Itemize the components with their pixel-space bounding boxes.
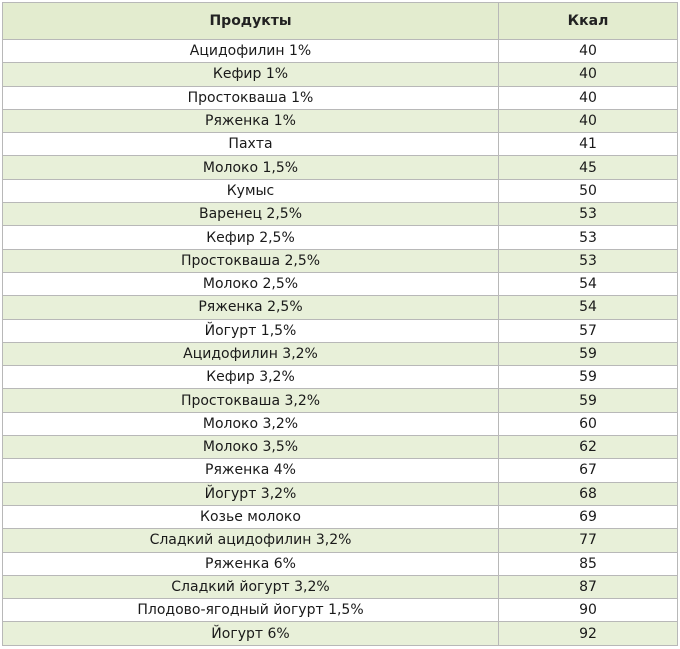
cell-kcal: 40 bbox=[499, 109, 678, 132]
table-row bbox=[3, 342, 678, 365]
cell-kcal: 87 bbox=[499, 575, 678, 598]
header-product: Продукты bbox=[3, 3, 499, 40]
table-row bbox=[3, 436, 678, 459]
table-row bbox=[3, 459, 678, 482]
cell-product: Йогурт 1,5% bbox=[3, 319, 499, 342]
table-row bbox=[3, 203, 678, 226]
table-row bbox=[3, 366, 678, 389]
cell-kcal: 40 bbox=[499, 86, 678, 109]
table-row bbox=[3, 179, 678, 202]
cell-kcal: 40 bbox=[499, 40, 678, 63]
cell-product: Простокваша 3,2% bbox=[3, 389, 499, 412]
cell-kcal: 77 bbox=[499, 529, 678, 552]
table-header-row bbox=[3, 3, 678, 40]
cell-kcal: 53 bbox=[499, 226, 678, 249]
table-row bbox=[3, 622, 678, 645]
cell-product: Простокваша 2,5% bbox=[3, 249, 499, 272]
cell-product: Ацидофилин 3,2% bbox=[3, 342, 499, 365]
cell-kcal: 62 bbox=[499, 436, 678, 459]
cell-product: Молоко 3,2% bbox=[3, 412, 499, 435]
header-kcal: Ккал bbox=[499, 3, 678, 40]
cell-kcal: 69 bbox=[499, 505, 678, 528]
cell-product: Простокваша 1% bbox=[3, 86, 499, 109]
cell-product: Кумыс bbox=[3, 179, 499, 202]
cell-product: Сладкий ацидофилин 3,2% bbox=[3, 529, 499, 552]
cell-product: Плодово-ягодный йогурт 1,5% bbox=[3, 599, 499, 622]
cell-kcal: 68 bbox=[499, 482, 678, 505]
cell-kcal: 53 bbox=[499, 203, 678, 226]
table-row bbox=[3, 389, 678, 412]
cell-kcal: 41 bbox=[499, 133, 678, 156]
cell-kcal: 54 bbox=[499, 272, 678, 295]
table-row bbox=[3, 529, 678, 552]
table-row bbox=[3, 249, 678, 272]
cell-product: Кефир 1% bbox=[3, 63, 499, 86]
cell-kcal: 67 bbox=[499, 459, 678, 482]
cell-kcal: 57 bbox=[499, 319, 678, 342]
table-row bbox=[3, 575, 678, 598]
cell-kcal: 59 bbox=[499, 342, 678, 365]
table-row bbox=[3, 412, 678, 435]
table-row bbox=[3, 319, 678, 342]
cell-kcal: 92 bbox=[499, 622, 678, 645]
cell-product: Молоко 1,5% bbox=[3, 156, 499, 179]
table-row bbox=[3, 40, 678, 63]
table-body bbox=[3, 40, 678, 646]
table-row bbox=[3, 552, 678, 575]
table-row bbox=[3, 599, 678, 622]
table-row bbox=[3, 86, 678, 109]
table-row bbox=[3, 482, 678, 505]
cell-kcal: 59 bbox=[499, 389, 678, 412]
table-row bbox=[3, 296, 678, 319]
cell-kcal: 60 bbox=[499, 412, 678, 435]
cell-product: Ряженка 4% bbox=[3, 459, 499, 482]
cell-product: Молоко 3,5% bbox=[3, 436, 499, 459]
cell-kcal: 90 bbox=[499, 599, 678, 622]
cell-product: Кефир 2,5% bbox=[3, 226, 499, 249]
table-row bbox=[3, 133, 678, 156]
cell-kcal: 54 bbox=[499, 296, 678, 319]
table-row bbox=[3, 505, 678, 528]
cell-kcal: 53 bbox=[499, 249, 678, 272]
table-row bbox=[3, 272, 678, 295]
cell-kcal: 85 bbox=[499, 552, 678, 575]
cell-kcal: 59 bbox=[499, 366, 678, 389]
table-row bbox=[3, 63, 678, 86]
cell-kcal: 50 bbox=[499, 179, 678, 202]
cell-product: Йогурт 6% bbox=[3, 622, 499, 645]
cell-product: Ацидофилин 1% bbox=[3, 40, 499, 63]
cell-product: Кефир 3,2% bbox=[3, 366, 499, 389]
cell-product: Пахта bbox=[3, 133, 499, 156]
cell-kcal: 45 bbox=[499, 156, 678, 179]
cell-product: Ряженка 2,5% bbox=[3, 296, 499, 319]
cell-kcal: 40 bbox=[499, 63, 678, 86]
calorie-table bbox=[2, 2, 678, 646]
cell-product: Йогурт 3,2% bbox=[3, 482, 499, 505]
cell-product: Козье молоко bbox=[3, 505, 499, 528]
cell-product: Ряженка 6% bbox=[3, 552, 499, 575]
cell-product: Сладкий йогурт 3,2% bbox=[3, 575, 499, 598]
cell-product: Молоко 2,5% bbox=[3, 272, 499, 295]
table-row bbox=[3, 109, 678, 132]
cell-product: Варенец 2,5% bbox=[3, 203, 499, 226]
table-row bbox=[3, 156, 678, 179]
table-row bbox=[3, 226, 678, 249]
cell-product: Ряженка 1% bbox=[3, 109, 499, 132]
